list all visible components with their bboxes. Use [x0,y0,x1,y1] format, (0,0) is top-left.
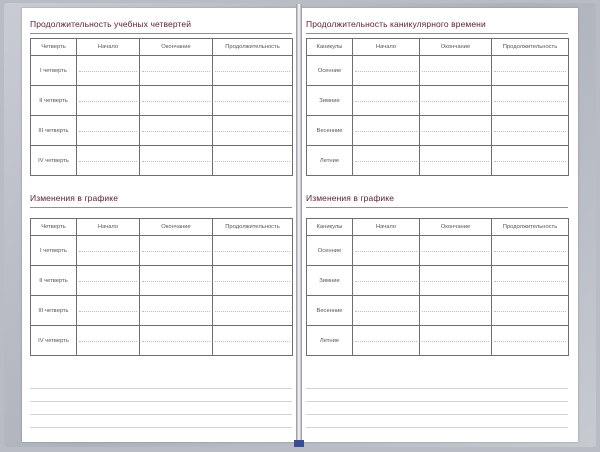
row-label: Осенние [307,56,353,86]
start-cell[interactable] [77,116,140,146]
start-cell[interactable] [77,56,140,86]
duration-cell[interactable] [492,236,569,266]
table-row [307,146,569,176]
right-page [298,8,578,442]
changes-title: Изменения в графике [30,193,119,203]
end-cell[interactable] [420,146,492,176]
holidays-title: Продолжительность каникулярного времени [306,19,486,29]
header-cell: Каникулы [307,219,353,236]
start-cell[interactable] [77,146,140,176]
duration-cell[interactable] [213,116,293,146]
row-label: Зимние [307,266,353,296]
start-cell[interactable] [353,56,420,86]
end-cell[interactable] [140,266,213,296]
table-row [307,266,569,296]
end-cell[interactable] [420,56,492,86]
start-cell[interactable] [353,86,420,116]
note-line[interactable] [30,376,292,389]
header-cell: Четверть [31,39,77,56]
end-cell[interactable] [420,236,492,266]
table-row [307,116,569,146]
duration-cell[interactable] [213,236,293,266]
holidays-table [306,38,569,176]
duration-cell[interactable] [492,86,569,116]
row-label: Летние [307,326,353,356]
left-page [22,8,302,442]
table-row [307,326,569,356]
duration-cell[interactable] [213,266,293,296]
header-cell: Продолжительность [492,39,569,56]
start-cell[interactable] [353,236,420,266]
end-cell[interactable] [140,146,213,176]
table-row [31,56,293,86]
duration-cell[interactable] [213,296,293,326]
end-cell[interactable] [420,296,492,326]
notes-lines [306,376,568,428]
table-header-row [307,39,569,56]
start-cell[interactable] [353,146,420,176]
header-cell: Продолжительность [213,39,293,56]
table-row [31,86,293,116]
row-label: Летние [307,146,353,176]
start-cell[interactable] [353,266,420,296]
end-cell[interactable] [140,296,213,326]
row-label: II четверть [31,266,77,296]
table-row [31,296,293,326]
start-cell[interactable] [353,296,420,326]
duration-cell[interactable] [492,326,569,356]
row-label: Весенние [307,116,353,146]
duration-cell[interactable] [213,86,293,116]
start-cell[interactable] [353,326,420,356]
start-cell[interactable] [353,116,420,146]
end-cell[interactable] [140,86,213,116]
header-cell: Начало [77,39,140,56]
row-label: III четверть [31,116,77,146]
row-label: I четверть [31,236,77,266]
header-cell: Начало [353,39,420,56]
start-cell[interactable] [77,266,140,296]
table-row [307,86,569,116]
title-rule [306,207,568,208]
table-header-row [31,219,293,236]
title-rule [30,33,292,34]
table-row [31,146,293,176]
end-cell[interactable] [420,266,492,296]
table-row [31,116,293,146]
duration-cell[interactable] [492,266,569,296]
bookmark-ribbon [294,440,304,447]
note-line[interactable] [30,389,292,402]
start-cell[interactable] [77,326,140,356]
title-rule [306,33,568,34]
note-line[interactable] [306,389,568,402]
note-line[interactable] [30,415,292,428]
end-cell[interactable] [420,326,492,356]
changes-holidays-table [306,218,569,356]
start-cell[interactable] [77,236,140,266]
row-label: Осенние [307,236,353,266]
notes-lines [30,376,292,428]
header-cell: Четверть [31,219,77,236]
header-cell: Каникулы [307,39,353,56]
end-cell[interactable] [420,86,492,116]
quarters-table [30,38,293,176]
end-cell[interactable] [140,236,213,266]
note-line[interactable] [30,402,292,415]
duration-cell[interactable] [492,116,569,146]
header-cell: Продолжительность [213,219,293,236]
row-label: IV четверть [31,146,77,176]
table-row [31,236,293,266]
duration-cell[interactable] [492,56,569,86]
changes-title: Изменения в графике [306,193,395,203]
table-header-row [307,219,569,236]
row-label: Весенние [307,296,353,326]
end-cell[interactable] [420,116,492,146]
header-cell: Продолжительность [492,219,569,236]
row-label: III четверть [31,296,77,326]
header-cell: Окончание [140,219,213,236]
title-rule [30,207,292,208]
duration-cell[interactable] [213,326,293,356]
changes-table [30,218,293,356]
table-header-row [31,39,293,56]
duration-cell[interactable] [492,296,569,326]
row-label: Зимние [307,86,353,116]
duration-cell[interactable] [492,146,569,176]
note-line[interactable] [306,402,568,415]
row-label: II четверть [31,86,77,116]
header-cell: Начало [77,219,140,236]
row-label: IV четверть [31,326,77,356]
header-cell: Окончание [420,219,492,236]
row-label: I четверть [31,56,77,86]
header-cell: Начало [353,219,420,236]
note-line[interactable] [306,376,568,389]
note-line[interactable] [306,415,568,428]
duration-cell[interactable] [213,56,293,86]
book-spine [296,4,302,444]
header-cell: Окончание [140,39,213,56]
table-row [307,296,569,326]
end-cell[interactable] [140,116,213,146]
table-row [31,326,293,356]
end-cell[interactable] [140,56,213,86]
table-row [307,56,569,86]
header-cell: Окончание [420,39,492,56]
table-row [307,236,569,266]
start-cell[interactable] [77,296,140,326]
table-row [31,266,293,296]
quarters-title: Продолжительность учебных четвертей [30,19,192,29]
start-cell[interactable] [77,86,140,116]
duration-cell[interactable] [213,146,293,176]
end-cell[interactable] [140,326,213,356]
